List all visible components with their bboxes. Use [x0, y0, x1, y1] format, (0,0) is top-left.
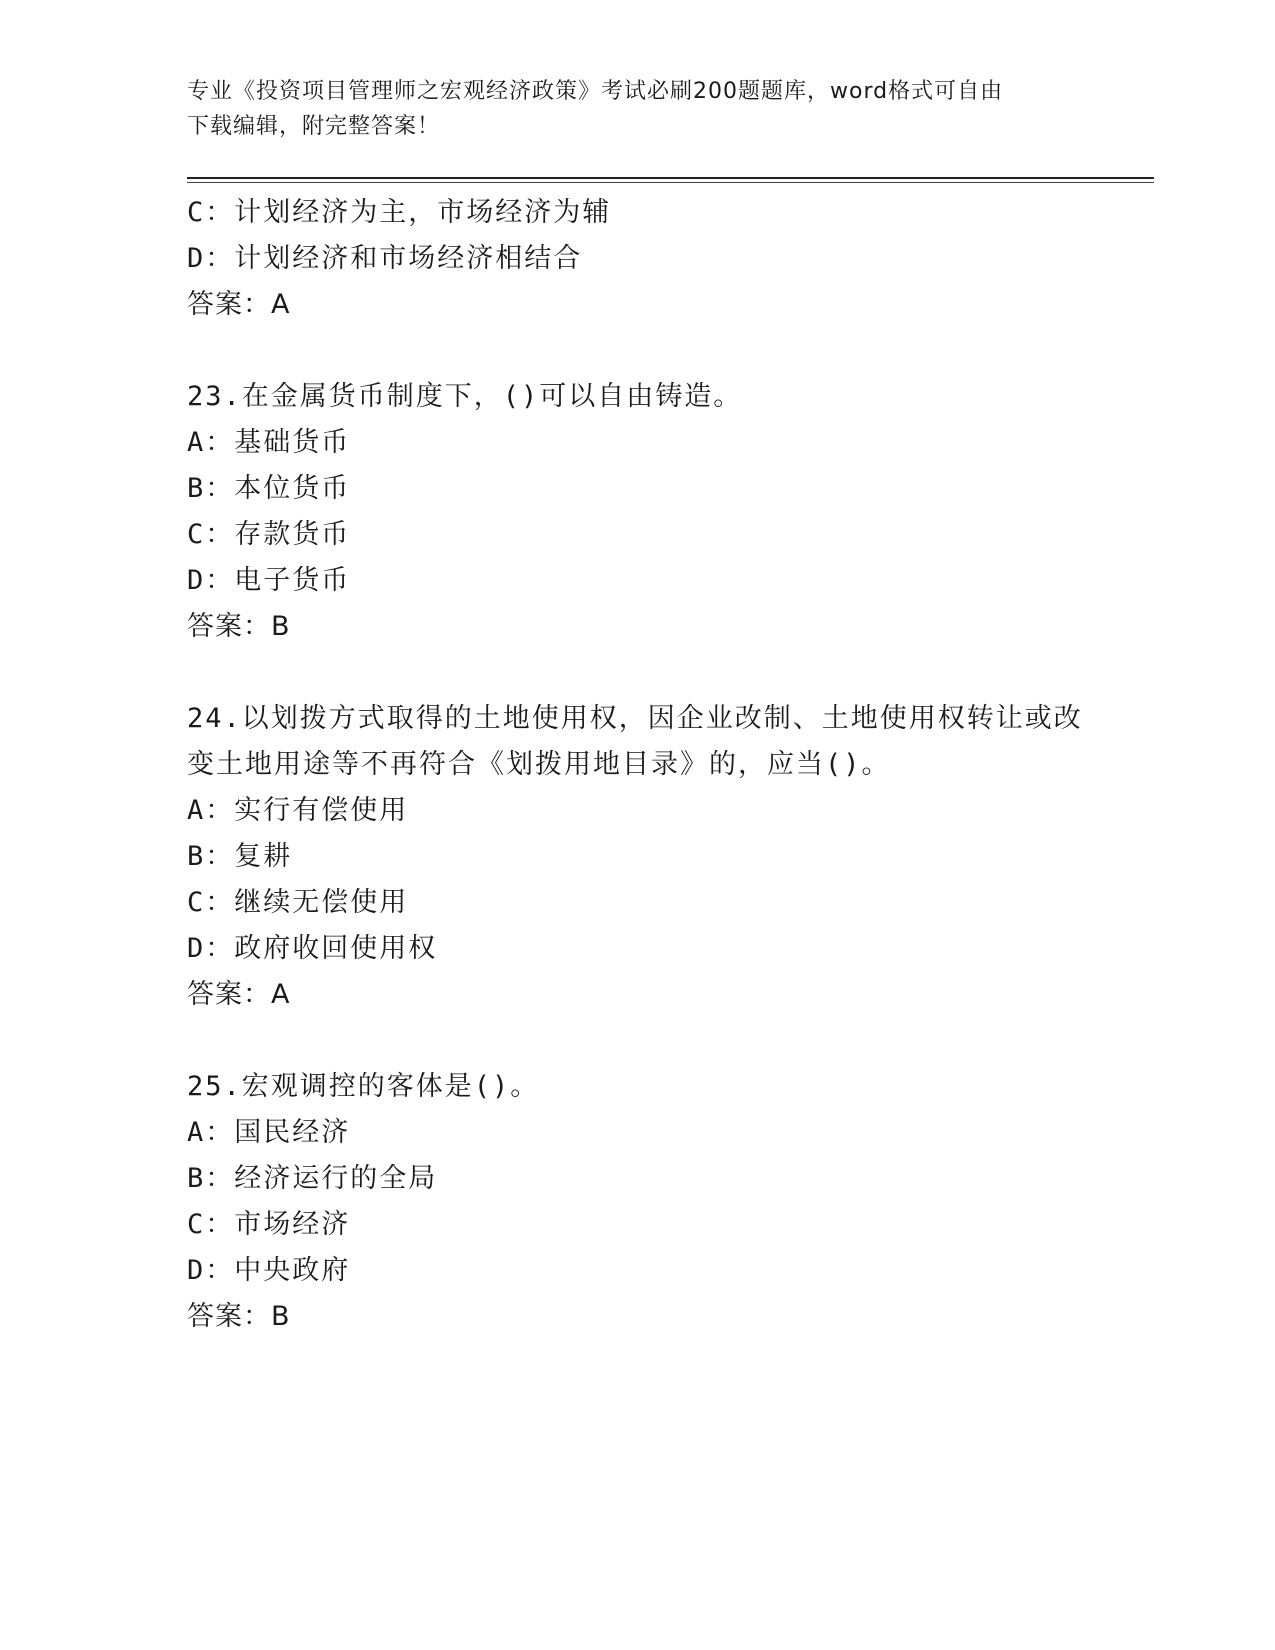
option-b: B：复耕: [187, 841, 293, 872]
option-d: D：计划经济和市场经济相结合: [187, 243, 583, 274]
option-c: C：继续无偿使用: [187, 887, 409, 918]
option-d: D：政府收回使用权: [187, 933, 438, 964]
question-stem: 24.以划拨方式取得的土地使用权，因企业改制、土地使用权转让或改: [187, 703, 1083, 734]
question-23: [187, 374, 1087, 650]
option-a: A：基础货币: [187, 427, 351, 458]
question-22-tail: [187, 190, 1087, 328]
answer-line: 答案：B: [187, 1301, 291, 1332]
option-d: D：电子货币: [187, 565, 351, 596]
question-25: [187, 1064, 1087, 1340]
question-stem: 23.在金属货币制度下，()可以自由铸造。: [187, 381, 743, 412]
option-c: C：存款货币: [187, 519, 351, 550]
option-c: C：市场经济: [187, 1209, 351, 1240]
header-divider-thick: [187, 177, 1154, 179]
option-a: A：实行有偿使用: [187, 795, 409, 826]
question-24: [187, 696, 1087, 1018]
header-divider-thin: [187, 182, 1154, 183]
document-header: [187, 74, 1087, 144]
question-stem: 25.宏观调控的客体是()。: [187, 1071, 540, 1102]
answer-line: 答案：B: [187, 611, 291, 642]
option-a: A：国民经济: [187, 1117, 351, 1148]
answer-line: 答案：A: [187, 979, 291, 1010]
header-line-1: 专业《投资项目管理师之宏观经济政策》考试必刷200题题库，word格式可自由: [187, 79, 1004, 104]
option-b: B：本位货币: [187, 473, 351, 504]
option-b: B：经济运行的全局: [187, 1163, 438, 1194]
option-c: C：计划经济为主，市场经济为辅: [187, 197, 612, 228]
answer-line: 答案：A: [187, 289, 291, 320]
question-stem-continued: 变土地用途等不再符合《划拨用地目录》的，应当()。: [187, 749, 891, 780]
option-d: D：中央政府: [187, 1255, 351, 1286]
question-list: [187, 190, 1087, 1386]
header-line-2: 下载编辑，附完整答案！: [187, 114, 441, 139]
